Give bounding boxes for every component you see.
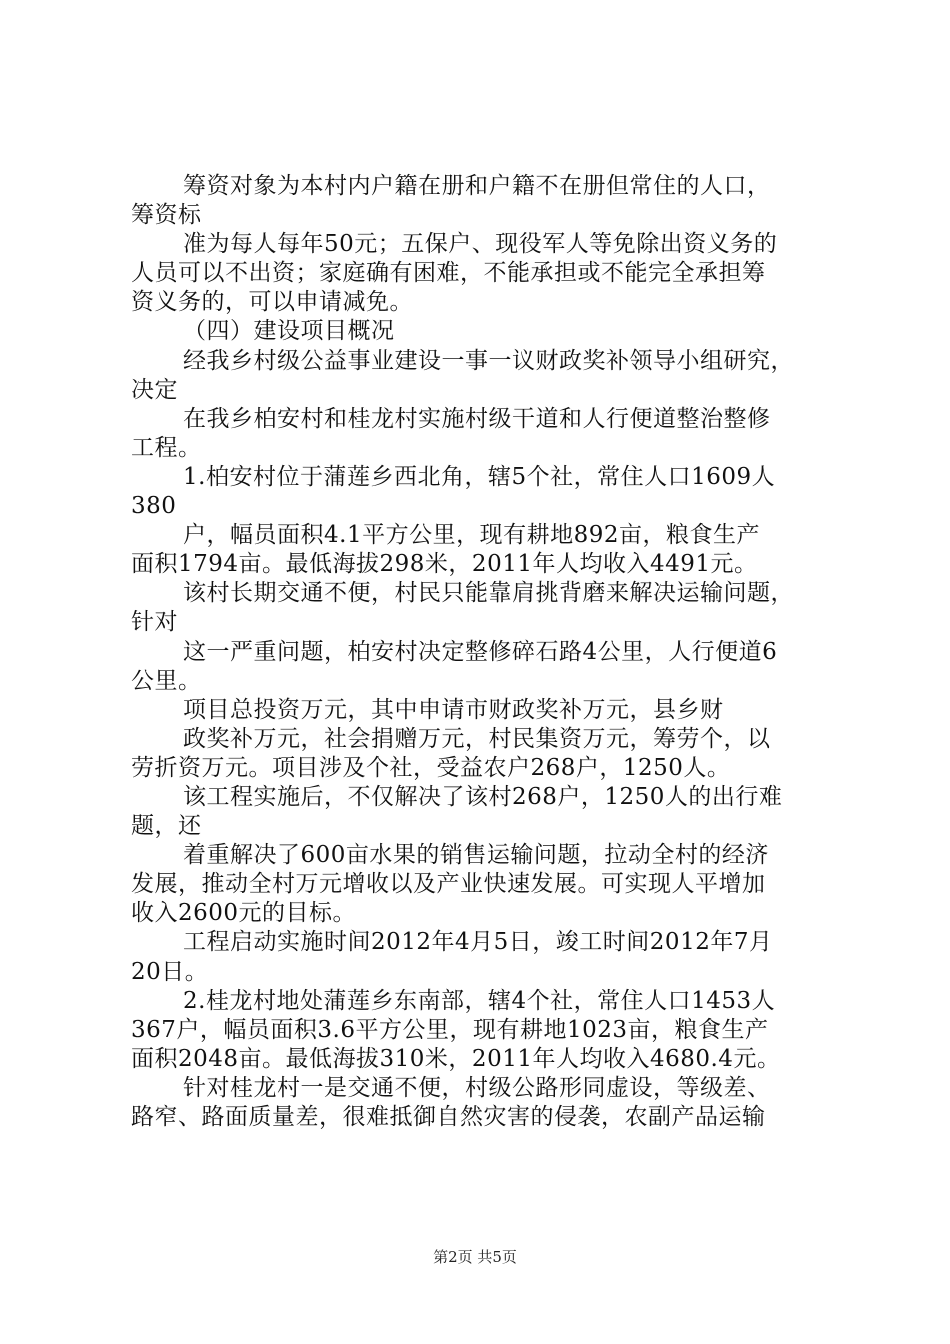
text-line: 资义务的，可以申请减免。: [131, 289, 413, 316]
text-line: 决定: [131, 376, 178, 403]
page-footer: 第2页 共5页: [433, 1248, 517, 1266]
text-line: 项目总投资万元，其中申请市财政奖补万元，县乡财: [183, 696, 724, 723]
text-line: （四）建设项目概况: [183, 318, 395, 345]
text-line: 政奖补万元，社会捐赠万元，村民集资万元，筹劳个，以: [183, 725, 771, 752]
text-line: 公里。: [131, 667, 202, 694]
text-line: 劳折资万元。项目涉及个社，受益农户268户，1250人。: [131, 754, 731, 781]
text-line: 准为每人每年50元；五保户、现役军人等免除出资义务的: [183, 231, 778, 258]
text-line: 针对: [131, 609, 178, 636]
text-line: 筹资对象为本村内户籍在册和户籍不在册但常住的人口，: [183, 173, 771, 199]
body-text: [131, 172, 831, 1132]
text-line: 路窄、路面质量差，很难抵御自然灾害的侵袭，农副产品运输: [131, 1104, 766, 1130]
text-line: 题，还: [131, 813, 202, 840]
text-line: 这一严重问题，柏安村决定整修碎石路4公里，人行便道6: [183, 638, 778, 665]
text-line: 该工程实施后，不仅解决了该村268户，1250人的出行难: [183, 783, 783, 810]
text-line: 在我乡柏安村和桂龙村实施村级干道和人行便道整治整修: [183, 405, 771, 432]
text-line: 针对桂龙村一是交通不便，村级公路形同虚设，等级差、: [183, 1074, 771, 1101]
text-line: 面积1794亩。最低海拔298米，2011年人均收入4491元。: [131, 551, 758, 578]
text-line: 工程。: [131, 434, 202, 461]
text-line: 2.桂龙村地处蒲莲乡东南部，辖4个社，常住人口1453人: [183, 987, 776, 1014]
text-line: 收入2600元的目标。: [131, 900, 357, 927]
text-line: 1.柏安村位于蒲莲乡西北角，辖5个社，常住人口1609人: [183, 463, 776, 490]
text-line: 380: [131, 493, 177, 520]
text-line: 面积2048亩。最低海拔310米，2011年人均收入4680.4元。: [131, 1045, 781, 1072]
text-line: 着重解决了600亩水果的销售运输问题，拉动全村的经济: [183, 842, 769, 869]
text-line: 工程启动实施时间2012年4月5日，竣工时间2012年7月: [183, 929, 773, 956]
text-line: 该村长期交通不便，村民只能靠肩挑背磨来解决运输问题，: [183, 580, 794, 607]
text-line: 筹资标: [131, 202, 202, 229]
text-line: 经我乡村级公益事业建设一事一议财政奖补领导小组研究，: [183, 347, 794, 374]
text-line: 367户，幅员面积3.6平方公里，现有耕地1023亩，粮食生产: [131, 1016, 769, 1043]
text-line: 户，幅员面积4.1平方公里，现有耕地892亩，粮食生产: [183, 522, 760, 549]
text-line: 发展，推动全村万元增收以及产业快速发展。可实现人平增加: [131, 871, 766, 898]
text-line: 20日。: [131, 958, 209, 985]
text-line: 人员可以不出资；家庭确有困难，不能承担或不能完全承担筹: [131, 260, 766, 287]
